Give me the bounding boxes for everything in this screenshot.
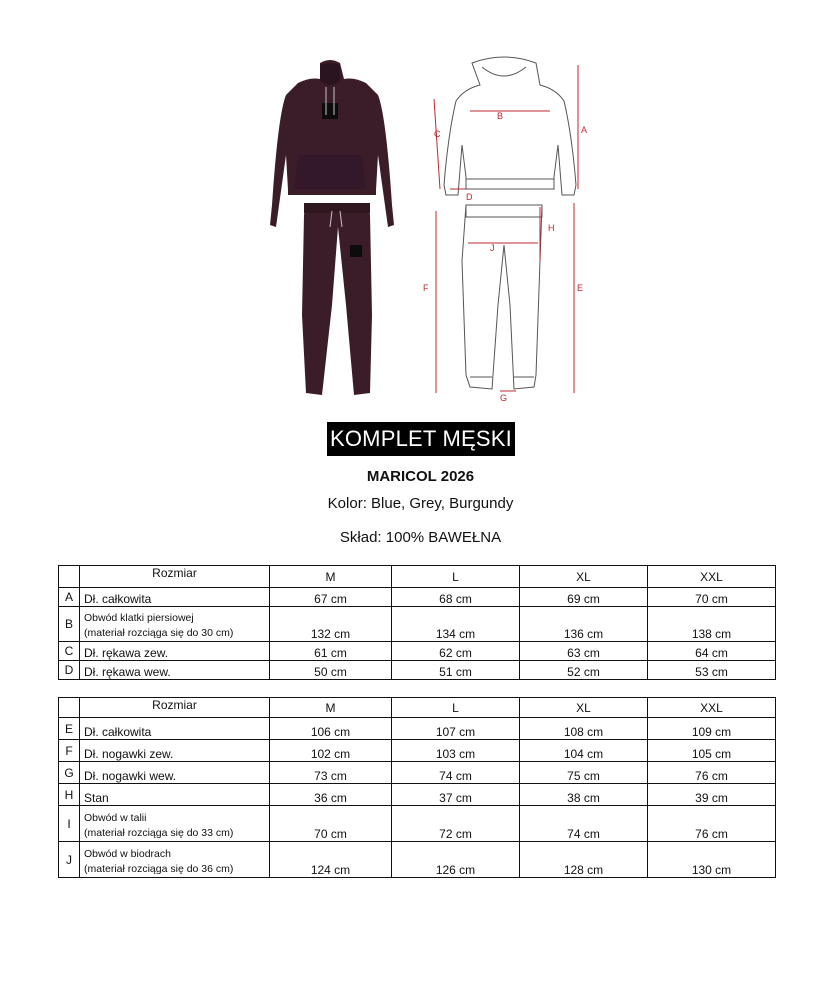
value-cell: 39 cm — [648, 784, 776, 806]
row-label-note: (materiał rozciąga się do 33 cm) — [84, 827, 234, 839]
table-header-row — [59, 698, 776, 718]
hoodie-size-table — [58, 565, 776, 680]
table-row — [59, 718, 776, 740]
table-row — [59, 842, 776, 878]
value-cell: 134 cm — [392, 607, 520, 642]
value-cell: 64 cm — [648, 642, 776, 661]
value-cell: 51 cm — [392, 661, 520, 680]
table-row — [59, 661, 776, 680]
row-label-name: Obwód w talii — [84, 812, 147, 824]
value-cell: 75 cm — [520, 762, 648, 784]
value-cell: 62 cm — [392, 642, 520, 661]
row-code: A — [59, 588, 80, 607]
value-cell: 70 cm — [270, 806, 392, 842]
svg-text:D: D — [466, 192, 473, 202]
value-cell: 53 cm — [648, 661, 776, 680]
value-cell: 74 cm — [392, 762, 520, 784]
header-size-xl: XL — [520, 698, 648, 718]
svg-text:E: E — [577, 283, 584, 293]
row-code: F — [59, 740, 80, 762]
value-cell: 102 cm — [270, 740, 392, 762]
value-cell: 61 cm — [270, 642, 392, 661]
header-size-label: Rozmiar — [80, 566, 270, 588]
svg-text:H: H — [548, 223, 555, 233]
row-label-name: Obwód w biodrach — [84, 848, 171, 860]
row-label: Dł. nogawki wew. — [80, 762, 270, 784]
row-code: H — [59, 784, 80, 806]
value-cell: 130 cm — [648, 842, 776, 878]
row-code: D — [59, 661, 80, 680]
table-row — [59, 607, 776, 642]
value-cell: 104 cm — [520, 740, 648, 762]
value-cell: 108 cm — [520, 718, 648, 740]
header-size-label: Rozmiar — [80, 698, 270, 718]
row-label: Dł. rękawa wew. — [80, 661, 270, 680]
row-label: Dł. całkowita — [80, 588, 270, 607]
header-size-m: M — [270, 698, 392, 718]
svg-text:G: G — [500, 393, 508, 403]
composition-info: Skład: 100% BAWEŁNA — [339, 529, 502, 546]
value-cell: 68 cm — [392, 588, 520, 607]
row-label-name: Obwód klatki piersiowej — [84, 612, 194, 624]
row-code: G — [59, 762, 80, 784]
row-label — [80, 842, 270, 878]
value-cell: 67 cm — [270, 588, 392, 607]
row-label-note: (materiał rozciąga się do 30 cm) — [84, 627, 234, 639]
header-size-xxl: XXL — [648, 566, 776, 588]
value-cell: 73 cm — [270, 762, 392, 784]
value-cell: 103 cm — [392, 740, 520, 762]
table-row — [59, 762, 776, 784]
row-label: Stan — [80, 784, 270, 806]
value-cell: 50 cm — [270, 661, 392, 680]
svg-text:A: A — [581, 125, 588, 135]
row-code: J — [59, 842, 80, 878]
value-cell: 109 cm — [648, 718, 776, 740]
value-cell: 105 cm — [648, 740, 776, 762]
header-code-cell — [59, 698, 80, 718]
value-cell: 70 cm — [648, 588, 776, 607]
dimension-lines — [434, 65, 578, 393]
header-code-cell — [59, 566, 80, 588]
product-photo — [258, 55, 403, 400]
value-cell: 136 cm — [520, 607, 648, 642]
row-code: C — [59, 642, 80, 661]
value-cell: 69 cm — [520, 588, 648, 607]
svg-text:B: B — [497, 111, 504, 121]
row-code: B — [59, 607, 80, 642]
header-size-m: M — [270, 566, 392, 588]
value-cell: 107 cm — [392, 718, 520, 740]
value-cell: 74 cm — [520, 806, 648, 842]
table-header-row — [59, 566, 776, 588]
row-code: I — [59, 806, 80, 842]
table-row — [59, 740, 776, 762]
table-row — [59, 784, 776, 806]
value-cell: 63 cm — [520, 642, 648, 661]
svg-text:J: J — [490, 243, 495, 253]
svg-text:C: C — [434, 129, 441, 139]
product-title: KOMPLET MĘSKI — [327, 422, 515, 456]
table-row — [59, 588, 776, 607]
row-label-note: (materiał rozciąga się do 36 cm) — [84, 863, 234, 875]
hoodie-outline — [444, 57, 576, 195]
model-name: MARICOL 2026 — [366, 468, 475, 485]
value-cell: 132 cm — [270, 607, 392, 642]
value-cell: 128 cm — [520, 842, 648, 878]
pants-size-table — [58, 697, 776, 878]
value-cell: 76 cm — [648, 806, 776, 842]
header-size-xxl: XXL — [648, 698, 776, 718]
row-label — [80, 806, 270, 842]
value-cell: 76 cm — [648, 762, 776, 784]
value-cell: 36 cm — [270, 784, 392, 806]
row-label: Dł. nogawki zew. — [80, 740, 270, 762]
measurement-diagram — [420, 55, 590, 405]
value-cell: 38 cm — [520, 784, 648, 806]
header-size-l: L — [392, 566, 520, 588]
table-row — [59, 642, 776, 661]
header-size-xl: XL — [520, 566, 648, 588]
value-cell: 126 cm — [392, 842, 520, 878]
row-label: Dł. rękawa zew. — [80, 642, 270, 661]
color-info: Kolor: Blue, Grey, Burgundy — [327, 495, 514, 512]
value-cell: 52 cm — [520, 661, 648, 680]
pants-outline — [462, 205, 542, 389]
row-code: E — [59, 718, 80, 740]
value-cell: 37 cm — [392, 784, 520, 806]
header-size-l: L — [392, 698, 520, 718]
table-row — [59, 806, 776, 842]
pants-photo — [302, 203, 372, 395]
svg-text:F: F — [423, 283, 429, 293]
value-cell: 72 cm — [392, 806, 520, 842]
value-cell: 138 cm — [648, 607, 776, 642]
value-cell: 106 cm — [270, 718, 392, 740]
value-cell: 124 cm — [270, 842, 392, 878]
hoodie-photo — [270, 60, 394, 227]
row-label — [80, 607, 270, 642]
row-label: Dł. całkowita — [80, 718, 270, 740]
